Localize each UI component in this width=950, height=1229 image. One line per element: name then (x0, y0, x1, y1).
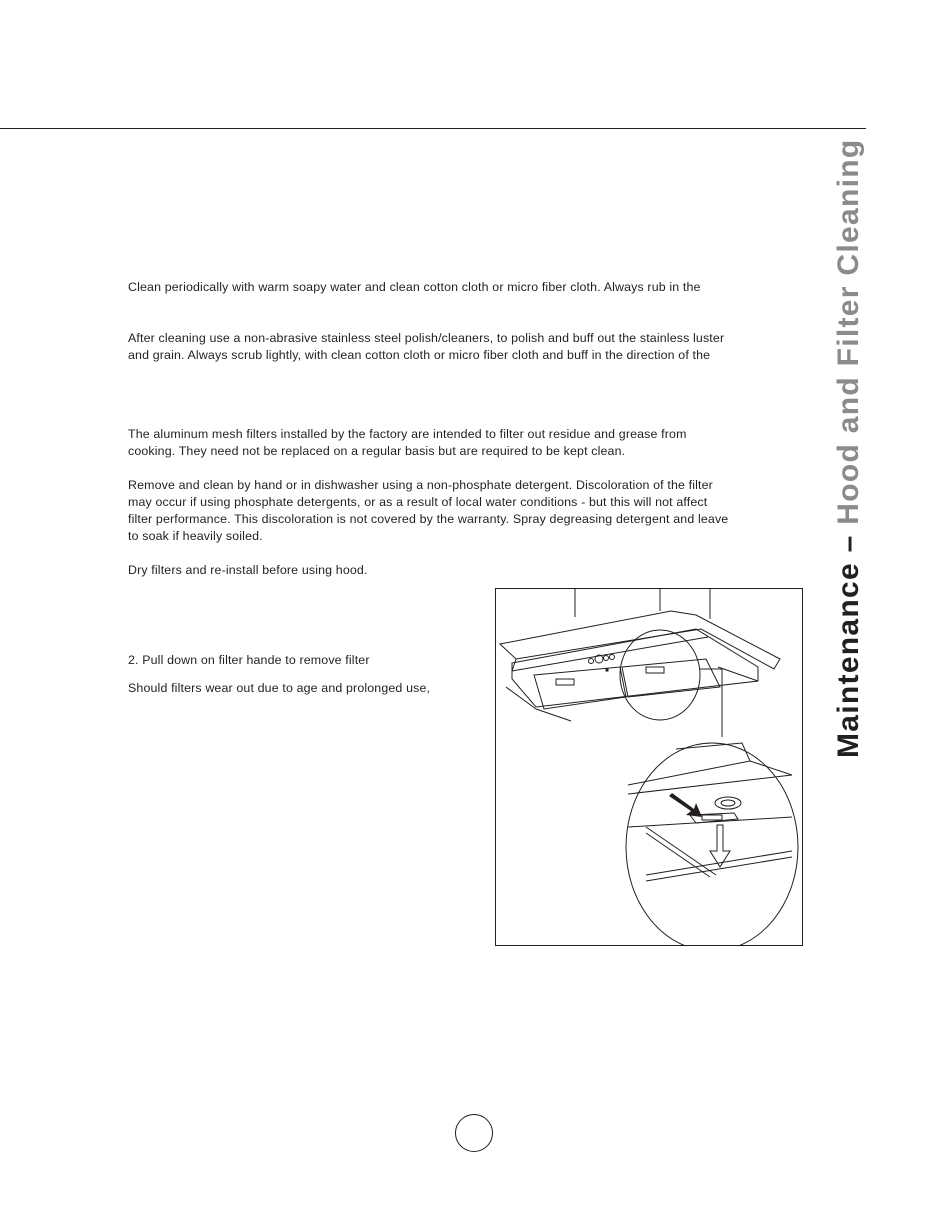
text-line: The aluminum mesh filters installed by the factory are intended to filter out residue and grease from (128, 427, 687, 441)
paragraph-stainless-cleaning (128, 279, 798, 296)
text-line: may occur if using phosphate detergents, or as a result of local water conditions - but this will not affect (128, 495, 708, 509)
range-hood-filter-removal-icon (496, 589, 802, 945)
text-line: Dry filters and re-install before using hood. (128, 563, 368, 577)
section-title-sub: Hood and Filter Cleaning (832, 138, 865, 525)
paragraph-step-2 (128, 652, 478, 669)
text-line: After cleaning use a non-abrasive stainless steel polish/cleaners, to polish and buff out the stainless luster (128, 331, 725, 345)
text-line: 2. Pull down on filter hande to remove filter (128, 653, 370, 667)
header-rule (0, 128, 866, 129)
text-line: filter performance. This discoloration is not covered by the warranty. Spray degreasing detergent and leave (128, 512, 729, 526)
text-line: and grain. Always scrub lightly, with clean cotton cloth or micro fiber cloth and buff in the direction of the (128, 348, 711, 362)
section-title-main: Maintenance – (832, 524, 865, 758)
paragraph-filter-cleaning (128, 477, 798, 545)
text-line: to soak if heavily soiled. (128, 529, 263, 543)
paragraph-polish (128, 330, 798, 364)
paragraph-filters-intro (128, 426, 798, 460)
text-line: Should filters wear out due to age and prolonged use, (128, 681, 431, 695)
paragraph-filter-replacement (128, 680, 478, 697)
text-line: Remove and clean by hand or in dishwasher using a non-phosphate detergent. Discoloration of the filter (128, 478, 713, 492)
paragraph-dry-filters (128, 562, 798, 579)
section-title-vertical (832, 139, 866, 759)
text-line: Clean periodically with warm soapy water and clean cotton cloth or micro fiber cloth. Always rub in the (128, 280, 701, 294)
filter-removal-figure (495, 588, 803, 946)
text-line: cooking. They need not be replaced on a regular basis but are required to be kept clean. (128, 444, 626, 458)
page-number-badge (455, 1114, 493, 1152)
